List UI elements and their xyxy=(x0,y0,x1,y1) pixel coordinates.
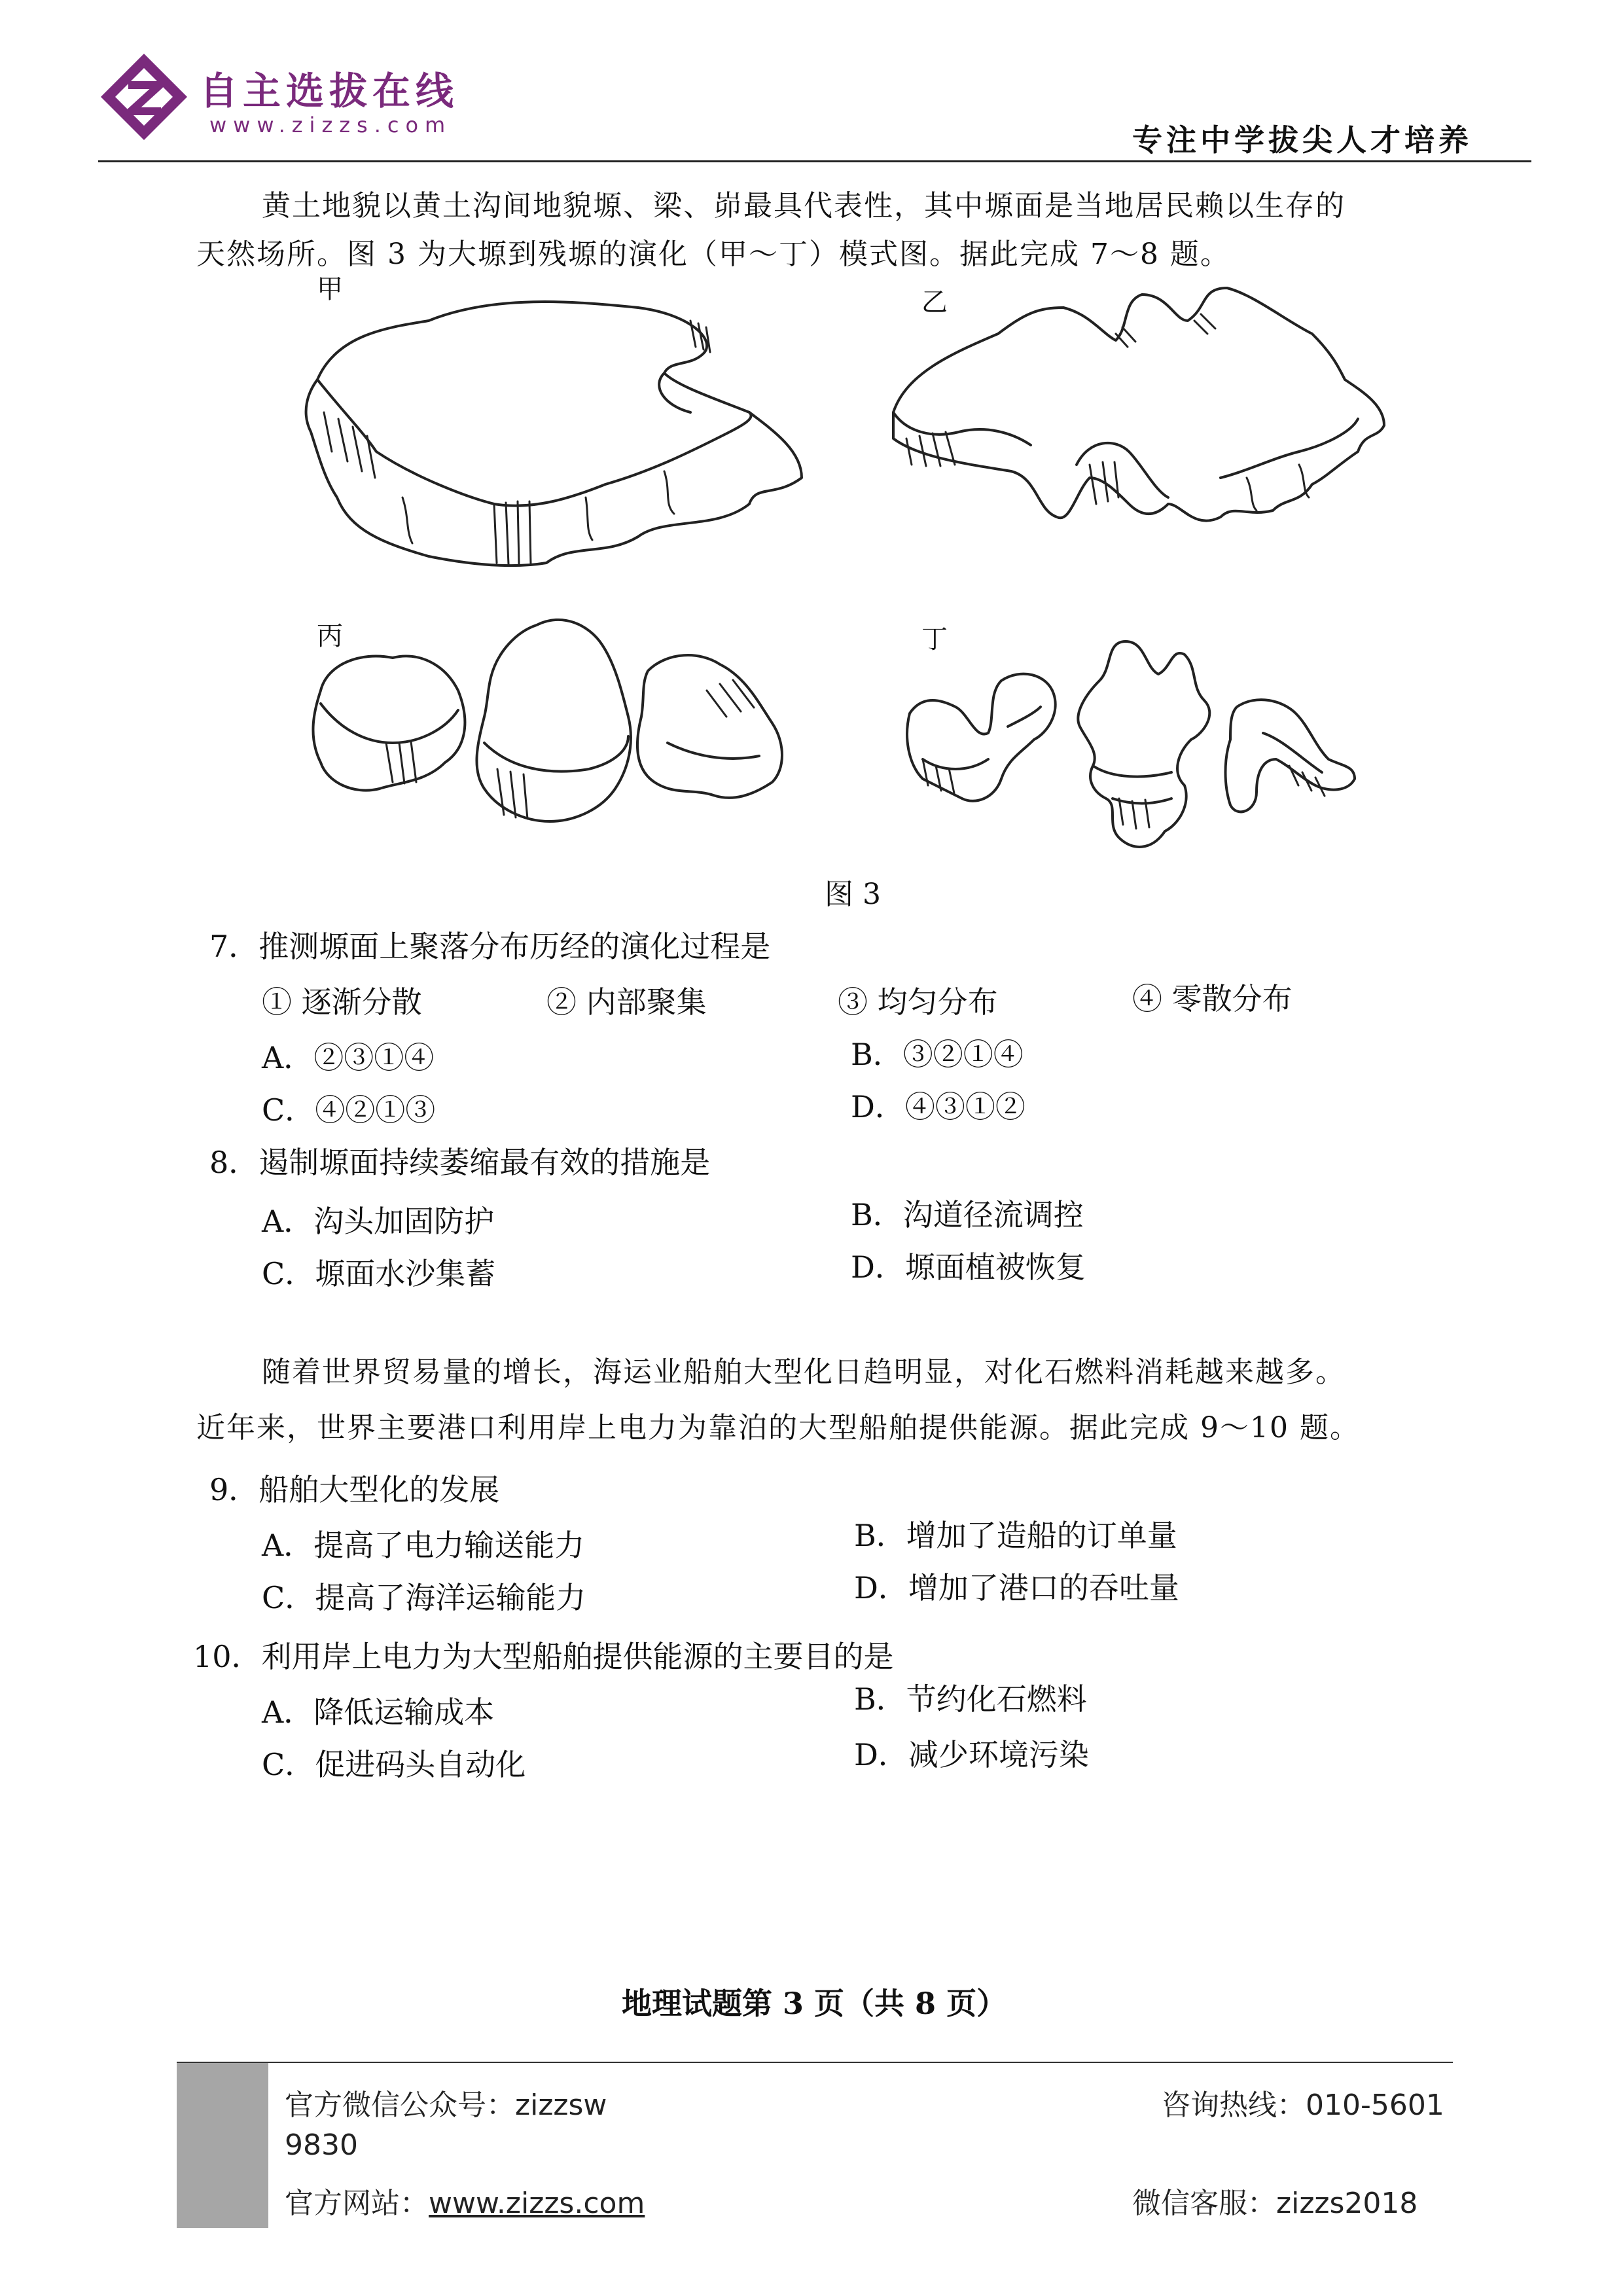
passage1-line2: 天然场所。图 3 为大塬到残塬的演化（甲～丁）模式图。据此完成 7～8 题。 xyxy=(196,238,1230,271)
q7-item-4: ④ 零散分布 xyxy=(1132,981,1293,1016)
info-wechat: 官方微信公众号：zizzsw xyxy=(285,2089,607,2122)
q9-option-d: D．增加了港口的吞吐量 xyxy=(854,1570,1179,1605)
passage2-line1: 随着世界贸易量的增长，海运业船舶大型化日趋明显，对化石燃料消耗越来越多。 xyxy=(262,1355,1346,1389)
q8-option-a: A．沟头加固防护 xyxy=(262,1204,495,1239)
q7-item-3: ③ 均匀分布 xyxy=(838,984,998,1020)
q9-option-a: A．提高了电力输送能力 xyxy=(262,1528,585,1563)
header-divider xyxy=(98,160,1531,162)
figure-label-yi: 乙 xyxy=(921,287,948,317)
q8-option-c: C．塬面水沙集蓄 xyxy=(262,1256,496,1291)
figure-panel-ding xyxy=(897,628,1381,870)
q9-stem: 9．船舶大型化的发展 xyxy=(209,1472,500,1507)
passage2-line2: 近年来，世界主要港口利用岸上电力为靠泊的大型船舶提供能源。据此完成 9～10 题。 xyxy=(196,1411,1360,1444)
q9-option-b: B．增加了造船的订单量 xyxy=(854,1518,1177,1553)
info-side-bar xyxy=(177,2063,268,2228)
q8-option-b: B．沟道径流调控 xyxy=(851,1197,1084,1232)
info-service: 微信客服：zizzs2018 xyxy=(1132,2187,1418,2220)
logo-url: www.zizzs.com xyxy=(209,113,452,137)
figure-label-bing: 丙 xyxy=(317,621,343,651)
q7-item-1: ① 逐渐分散 xyxy=(262,984,422,1020)
q7-option-c: C．④②①③ xyxy=(262,1092,436,1128)
figure-panel-yi xyxy=(880,281,1397,569)
q8-option-d: D．塬面植被恢复 xyxy=(851,1249,1086,1285)
q10-option-a: A．降低运输成本 xyxy=(262,1695,495,1730)
q7-option-a: A．②③①④ xyxy=(262,1040,435,1075)
q7-option-b: B．③②①④ xyxy=(851,1037,1024,1072)
figure-panel-jia xyxy=(298,281,815,569)
q7-stem: 7．推测塬面上聚落分布历经的演化过程是 xyxy=(209,929,771,964)
q10-option-b: B．节约化石燃料 xyxy=(854,1681,1087,1717)
info-website xyxy=(285,2179,645,2221)
q9-option-c: C．提高了海洋运输能力 xyxy=(262,1580,586,1615)
info-website-label: 官方网站： xyxy=(285,2187,429,2220)
figure-label-jia: 甲 xyxy=(317,274,343,304)
info-wechat-cont: 9830 xyxy=(285,2128,358,2162)
info-divider xyxy=(177,2062,1453,2063)
zizzs-logo-icon xyxy=(98,51,190,143)
logo-title: 自主选拔在线 xyxy=(200,69,459,113)
q10-option-d: D．减少环境污染 xyxy=(854,1737,1089,1772)
figure-panel-bing xyxy=(301,612,798,861)
q8-stem: 8．遏制塬面持续萎缩最有效的措施是 xyxy=(209,1145,711,1180)
q7-option-d: D．④③①② xyxy=(851,1089,1026,1124)
passage1-line1: 黄土地貌以黄土沟间地貌塬、梁、峁最具代表性，其中塬面是当地居民赖以生存的 xyxy=(262,189,1346,223)
info-hotline: 咨询热线：010-5601 xyxy=(1162,2089,1444,2122)
figure-label-ding: 丁 xyxy=(921,624,948,655)
info-website-link[interactable]: www.zizzs.com xyxy=(429,2187,645,2220)
page-number: 地理试题第 3 页（共 8 页） xyxy=(622,1986,1007,2021)
q10-stem: 10．利用岸上电力为大型船舶提供能源的主要目的是 xyxy=(193,1639,894,1674)
q7-item-2: ② 内部聚集 xyxy=(546,984,707,1020)
header-slogan: 专注中学拔尖人才培养 xyxy=(1132,122,1472,158)
q10-option-c: C．促进码头自动化 xyxy=(262,1747,526,1782)
figure-caption: 图 3 xyxy=(825,878,881,911)
